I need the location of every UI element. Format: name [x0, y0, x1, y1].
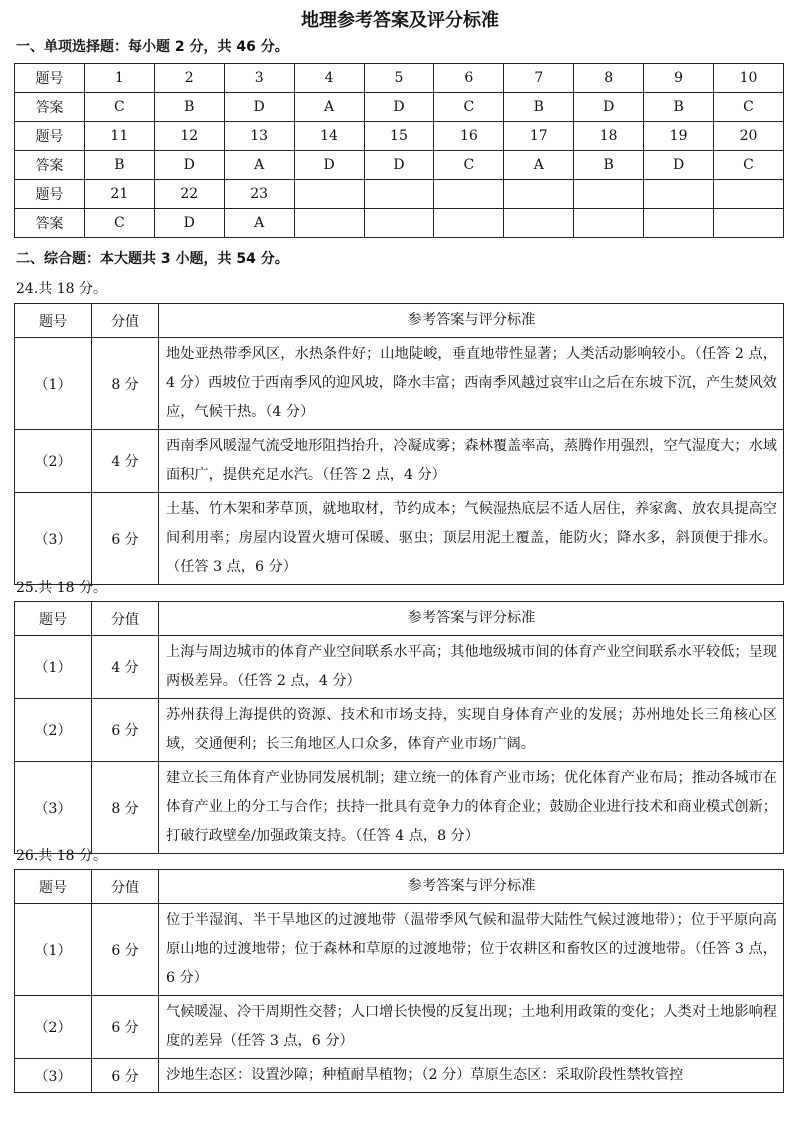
sub-question-number: （1）	[15, 338, 92, 430]
question-number-row	[15, 122, 784, 151]
answer-text: 地处亚热带季风区，水热条件好；山地陡峻，垂直地带性显著；人类活动影响较小。（任答 2 点，4 分）西坡位于西南季风的迎风坡，降水丰富；西南季风越过哀牢山之后在东坡下沉，产生焚风效应，气候干热。（4 分）	[159, 338, 784, 430]
table-header-row	[15, 602, 784, 636]
question-number-cell: 6	[434, 64, 504, 93]
q26-label: 26.共 18 分。	[16, 848, 107, 864]
question-number-cell: 10	[714, 64, 784, 93]
answer-cell	[434, 209, 504, 238]
score-value: 8 分	[92, 338, 159, 430]
answer-cell	[574, 209, 644, 238]
header-answer: 参考答案与评分标准	[159, 304, 784, 338]
sub-question-number: （2）	[15, 699, 92, 762]
answer-cell: D	[294, 151, 364, 180]
question-number-cell: 15	[364, 122, 434, 151]
sub-question-number: （1）	[15, 636, 92, 699]
header-answer: 参考答案与评分标准	[159, 870, 784, 904]
question-number-cell: 8	[574, 64, 644, 93]
question-number-cell	[294, 180, 364, 209]
answer-cell: D	[364, 151, 434, 180]
table-row	[15, 996, 784, 1059]
answer-cell: A	[504, 151, 574, 180]
q24-table	[14, 303, 784, 585]
question-number-row	[15, 64, 784, 93]
score-value: 4 分	[92, 636, 159, 699]
sub-question-number: （1）	[15, 904, 92, 996]
answer-cell	[504, 209, 574, 238]
question-number-cell: 9	[644, 64, 714, 93]
question-number-cell: 14	[294, 122, 364, 151]
sub-question-number: （2）	[15, 430, 92, 493]
answer-cell	[644, 209, 714, 238]
section1-heading: 一、单项选择题：每小题 2 分，共 46 分。	[16, 39, 289, 55]
sub-question-number: （2）	[15, 996, 92, 1059]
answer-cell	[714, 209, 784, 238]
header-score: 分值	[92, 602, 159, 636]
row-label: 题号	[15, 180, 85, 209]
answer-cell	[294, 209, 364, 238]
question-number-row	[15, 180, 784, 209]
answer-cell: B	[644, 93, 714, 122]
table-row	[15, 338, 784, 430]
score-value: 6 分	[92, 493, 159, 585]
question-number-cell: 5	[364, 64, 434, 93]
answer-cell: B	[574, 151, 644, 180]
row-label: 答案	[15, 209, 85, 238]
answer-text: 上海与周边城市的体育产业空间联系水平高；其他地级城市间的体育产业空间联系水平较低；呈现两极差异。（任答 2 点，4 分）	[159, 636, 784, 699]
question-number-cell	[434, 180, 504, 209]
answer-text: 土基、竹木架和茅草顶，就地取材，节约成本；气候湿热底层不适人居住，养家禽、放农具提高空间利用率；房屋内设置火塘可保暖、驱虫；顶层用泥土覆盖，能防火；降水多，斜顶便于排水。（任答 3 点，6 分）	[159, 493, 784, 585]
question-number-cell: 12	[154, 122, 224, 151]
question-number-cell	[504, 180, 574, 209]
q25-table	[14, 601, 784, 854]
answer-cell: B	[154, 93, 224, 122]
section2-heading: 二、综合题：本大题共 3 小题，共 54 分。	[16, 251, 289, 267]
answer-cell: C	[84, 209, 154, 238]
table-row	[15, 493, 784, 585]
choice-answer-table	[14, 63, 784, 238]
header-question: 题号	[15, 304, 92, 338]
answer-cell: D	[224, 93, 294, 122]
answer-text: 苏州获得上海提供的资源、技术和市场支持，实现自身体育产业的发展；苏州地处长三角核心区域，交通便利；长三角地区人口众多，体育产业市场广阔。	[159, 699, 784, 762]
answer-cell: C	[714, 93, 784, 122]
answer-cell: D	[574, 93, 644, 122]
header-question: 题号	[15, 870, 92, 904]
answer-cell: C	[84, 93, 154, 122]
score-value: 6 分	[92, 904, 159, 996]
header-score: 分值	[92, 304, 159, 338]
table-header-row	[15, 870, 784, 904]
question-number-cell: 19	[644, 122, 714, 151]
answer-text: 建立长三角体育产业协同发展机制；建立统一的体育产业市场；优化体育产业布局；推动各城市在体育产业上的分工与合作；扶持一批具有竞争力的体育企业；鼓励企业进行技术和商业模式创新；打破行政壁垒/加强政策支持。（任答 4 点，8 分）	[159, 762, 784, 854]
table-row	[15, 762, 784, 854]
answer-row	[15, 151, 784, 180]
answer-row	[15, 209, 784, 238]
answer-cell: B	[84, 151, 154, 180]
question-number-cell: 23	[224, 180, 294, 209]
q26-table	[14, 869, 784, 1093]
answer-cell: D	[154, 151, 224, 180]
q24-label: 24.共 18 分。	[16, 281, 107, 297]
header-question: 题号	[15, 602, 92, 636]
score-value: 8 分	[92, 762, 159, 854]
table-row	[15, 1059, 784, 1093]
answer-text: 沙地生态区：设置沙障；种植耐旱植物；（2 分）草原生态区：采取阶段性禁牧管控	[159, 1059, 784, 1093]
question-number-cell: 4	[294, 64, 364, 93]
document-title: 地理参考答案及评分标准	[301, 10, 499, 31]
answer-cell: A	[294, 93, 364, 122]
row-label: 答案	[15, 93, 85, 122]
question-number-cell	[714, 180, 784, 209]
answer-cell: C	[434, 93, 504, 122]
sub-question-number: （3）	[15, 762, 92, 854]
header-score: 分值	[92, 870, 159, 904]
answer-cell: D	[364, 93, 434, 122]
question-number-cell: 16	[434, 122, 504, 151]
question-number-cell: 20	[714, 122, 784, 151]
question-number-cell: 17	[504, 122, 574, 151]
table-row	[15, 699, 784, 762]
answer-cell: A	[224, 151, 294, 180]
q25-label: 25.共 18 分。	[16, 580, 107, 596]
question-number-cell	[644, 180, 714, 209]
row-label: 答案	[15, 151, 85, 180]
table-row	[15, 904, 784, 996]
answer-text: 气候暖湿、冷干周期性交替；人口增长快慢的反复出现；土地利用政策的变化；人类对土地影响程度的差异（任答 3 点，6 分）	[159, 996, 784, 1059]
score-value: 6 分	[92, 699, 159, 762]
answer-cell: D	[644, 151, 714, 180]
answer-text: 西南季风暖湿气流受地形阻挡抬升，冷凝成雾；森林覆盖率高，蒸腾作用强烈，空气湿度大；水域面积广，提供充足水汽。（任答 2 点，4 分）	[159, 430, 784, 493]
table-row	[15, 636, 784, 699]
question-number-cell: 13	[224, 122, 294, 151]
question-number-cell: 3	[224, 64, 294, 93]
question-number-cell: 22	[154, 180, 224, 209]
answer-cell: C	[434, 151, 504, 180]
answer-cell	[364, 209, 434, 238]
score-value: 4 分	[92, 430, 159, 493]
question-number-cell	[364, 180, 434, 209]
question-number-cell: 2	[154, 64, 224, 93]
answer-text: 位于半湿润、半干旱地区的过渡地带（温带季风气候和温带大陆性气候过渡地带）；位于平原向高原山地的过渡地带；位于森林和草原的过渡地带；位于农耕区和畜牧区的过渡地带。（任答 3 点，6 分）	[159, 904, 784, 996]
score-value: 6 分	[92, 996, 159, 1059]
row-label: 题号	[15, 64, 85, 93]
question-number-cell: 21	[84, 180, 154, 209]
answer-row	[15, 93, 784, 122]
table-row	[15, 430, 784, 493]
sub-question-number: （3）	[15, 493, 92, 585]
sub-question-number: （3）	[15, 1059, 92, 1093]
header-answer: 参考答案与评分标准	[159, 602, 784, 636]
question-number-cell	[574, 180, 644, 209]
score-value: 6 分	[92, 1059, 159, 1093]
answer-cell: C	[714, 151, 784, 180]
answer-cell: A	[224, 209, 294, 238]
row-label: 题号	[15, 122, 85, 151]
table-header-row	[15, 304, 784, 338]
question-number-cell: 18	[574, 122, 644, 151]
question-number-cell: 11	[84, 122, 154, 151]
answer-cell: B	[504, 93, 574, 122]
question-number-cell: 1	[84, 64, 154, 93]
answer-cell: D	[154, 209, 224, 238]
question-number-cell: 7	[504, 64, 574, 93]
